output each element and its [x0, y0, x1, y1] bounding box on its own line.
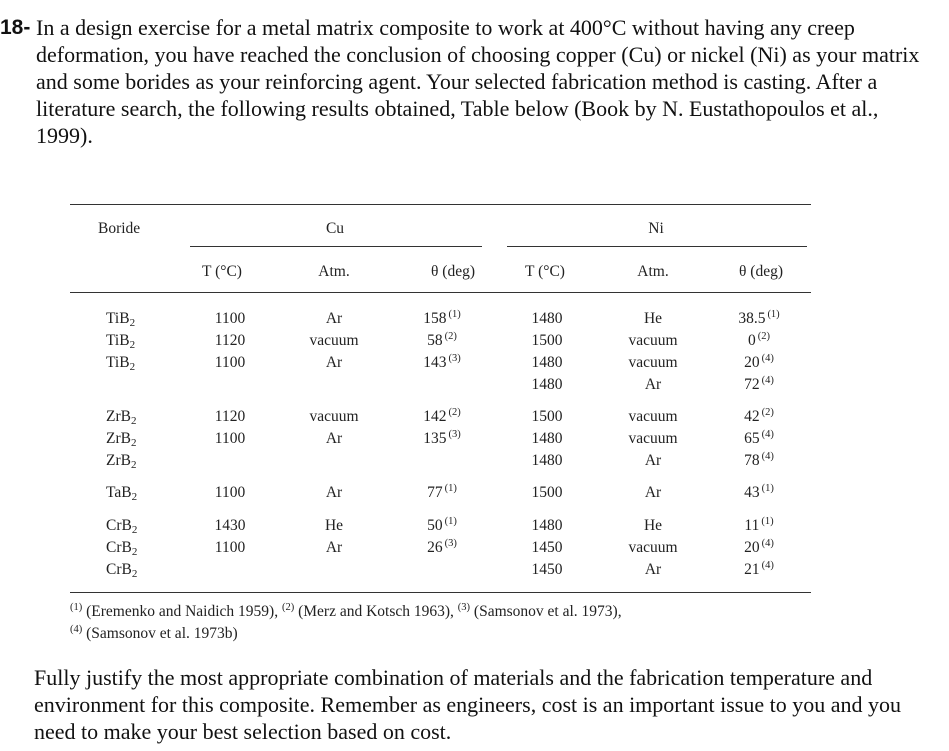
subheader-ni-atm: Atm. [637, 263, 669, 280]
cu-temperature: 1100 [214, 539, 246, 556]
cu-atmosphere: Ar [325, 430, 343, 447]
subheader-cu-atm: Atm. [318, 263, 350, 280]
footnote-text: (Eremenko and Naidich 1959), [82, 603, 282, 620]
question-text: In a design exercise for a metal matrix composite to work at 400°C without having any creep deformation, you have reached the conclusion of choosing copper (Cu) or nickel (Ni) as your matrix and some borides as your reinforcing agent. Your selected fabrication method is casting. After a literature search, the following results obtained, Table below (Book by N. Eustathopoulos et al., 1999). [36, 15, 920, 148]
ni-temperature: 1480 [531, 517, 563, 534]
ni-contact-angle: 42 $^{(2)}$ [744, 407, 774, 425]
footnote-mark: (2) [281, 602, 295, 613]
group-header-cu: Cu [325, 220, 345, 237]
cu-contact-angle: 26 $^{(3)}$ [427, 538, 457, 556]
table-top-rule [70, 204, 811, 205]
boride-name: ZrB$_2$ [106, 430, 137, 449]
question-number: 18- [0, 16, 31, 39]
cu-contact-angle: 143 $^{(3)}$ [423, 353, 461, 371]
cu-contact-angle: 77 $^{(1)}$ [427, 483, 457, 501]
cu-contact-angle: 135 $^{(3)}$ [423, 429, 461, 447]
cu-group-rule [190, 246, 482, 247]
ni-atmosphere: vacuum [628, 408, 678, 425]
boride-name: TiB$_2$ [106, 332, 136, 351]
ni-atmosphere: He [643, 517, 663, 534]
ni-contact-angle: 72 $^{(4)}$ [744, 375, 774, 393]
ni-atmosphere: Ar [644, 484, 662, 501]
footnotes-line-2 [70, 625, 238, 643]
ni-temperature: 1480 [531, 354, 563, 371]
ni-contact-angle: 43 $^{(1)}$ [744, 483, 774, 501]
ni-temperature: 1500 [531, 332, 563, 349]
cu-atmosphere: vacuum [309, 408, 359, 425]
ni-temperature: 1480 [531, 376, 563, 393]
cu-temperature: 1120 [214, 332, 246, 349]
subheader-ni-theta: θ (deg) [738, 263, 784, 280]
subheader-cu-theta: θ (deg) [430, 263, 476, 280]
cu-contact-angle: 50 $^{(1)}$ [427, 516, 457, 534]
cu-atmosphere: Ar [325, 354, 343, 371]
ni-temperature: 1450 [531, 561, 563, 578]
footnote-text: (Merz and Kotsch 1963), [294, 603, 458, 620]
boride-name: TaB$_2$ [106, 484, 138, 503]
ni-atmosphere: vacuum [628, 332, 678, 349]
cu-temperature: 1100 [214, 310, 246, 327]
footnote-text: (Samsonov et al. 1973), [470, 603, 622, 620]
ni-contact-angle: 21 $^{(4)}$ [744, 560, 774, 578]
footnote-mark: (4) [70, 624, 83, 635]
subheader-cu-t: T (°C) [202, 263, 242, 280]
subheader-ni-t: T (°C) [525, 263, 565, 280]
ni-temperature: 1480 [531, 430, 563, 447]
ni-atmosphere: vacuum [628, 430, 678, 447]
cu-contact-angle: 158 $^{(1)}$ [423, 309, 461, 327]
ni-atmosphere: He [643, 310, 663, 327]
group-header-ni: Ni [648, 220, 664, 237]
ni-group-rule [507, 246, 807, 247]
ni-contact-angle: 11 $^{(1)}$ [744, 516, 774, 534]
header-bottom-rule [70, 292, 811, 293]
cu-contact-angle: 58 $^{(2)}$ [427, 331, 457, 349]
boride-name: TiB$_2$ [106, 354, 136, 373]
ni-atmosphere: vacuum [628, 539, 678, 556]
ni-temperature: 1480 [531, 310, 563, 327]
footnote-mark: (3) [457, 602, 471, 613]
ni-contact-angle: 0 $^{(2)}$ [748, 331, 770, 349]
cu-temperature: 1120 [214, 408, 246, 425]
boride-name: ZrB$_2$ [106, 452, 137, 471]
ni-temperature: 1480 [531, 452, 563, 469]
cu-atmosphere: Ar [325, 539, 343, 556]
cu-atmosphere: Ar [325, 310, 343, 327]
ni-contact-angle: 78 $^{(4)}$ [744, 451, 774, 469]
cu-temperature: 1430 [214, 517, 246, 534]
ni-atmosphere: vacuum [628, 354, 678, 371]
wetting-data-table [70, 204, 811, 646]
boride-name: ZrB$_2$ [106, 408, 137, 427]
boride-name: CrB$_2$ [106, 517, 138, 536]
table-bottom-rule [70, 592, 811, 593]
ni-atmosphere: Ar [644, 452, 662, 469]
footnote-mark: (1) [70, 602, 83, 613]
footnote-text: (Samsonov et al. 1973b) [82, 625, 238, 642]
cu-temperature: 1100 [214, 354, 246, 371]
cu-atmosphere: Ar [325, 484, 343, 501]
ni-temperature: 1500 [531, 484, 563, 501]
boride-name: TiB$_2$ [106, 310, 136, 329]
cu-temperature: 1100 [214, 430, 246, 447]
question-block [0, 14, 937, 149]
boride-name: CrB$_2$ [106, 539, 138, 558]
ni-contact-angle: 20 $^{(4)}$ [744, 353, 774, 371]
ni-contact-angle: 20 $^{(4)}$ [744, 538, 774, 556]
closing-question: Fully justify the most appropriate combination of materials and the fabrication temperature and environment for this composite. Remember as engineers, cost is an important issue to you and you need to make your best selection based on cost. [34, 665, 901, 744]
cu-atmosphere: vacuum [309, 332, 359, 349]
cu-atmosphere: He [324, 517, 344, 534]
boride-name: CrB$_2$ [106, 561, 138, 580]
ni-contact-angle: 65 $^{(4)}$ [744, 429, 774, 447]
ni-contact-angle: 38.5 $^{(1)}$ [738, 309, 780, 327]
ni-atmosphere: Ar [644, 561, 662, 578]
cu-temperature: 1100 [214, 484, 246, 501]
ni-atmosphere: Ar [644, 376, 662, 393]
ni-temperature: 1450 [531, 539, 563, 556]
ni-temperature: 1500 [531, 408, 563, 425]
footnotes-line-1 [70, 603, 622, 621]
col-header-boride: Boride [98, 220, 141, 237]
cu-contact-angle: 142 $^{(2)}$ [423, 407, 461, 425]
